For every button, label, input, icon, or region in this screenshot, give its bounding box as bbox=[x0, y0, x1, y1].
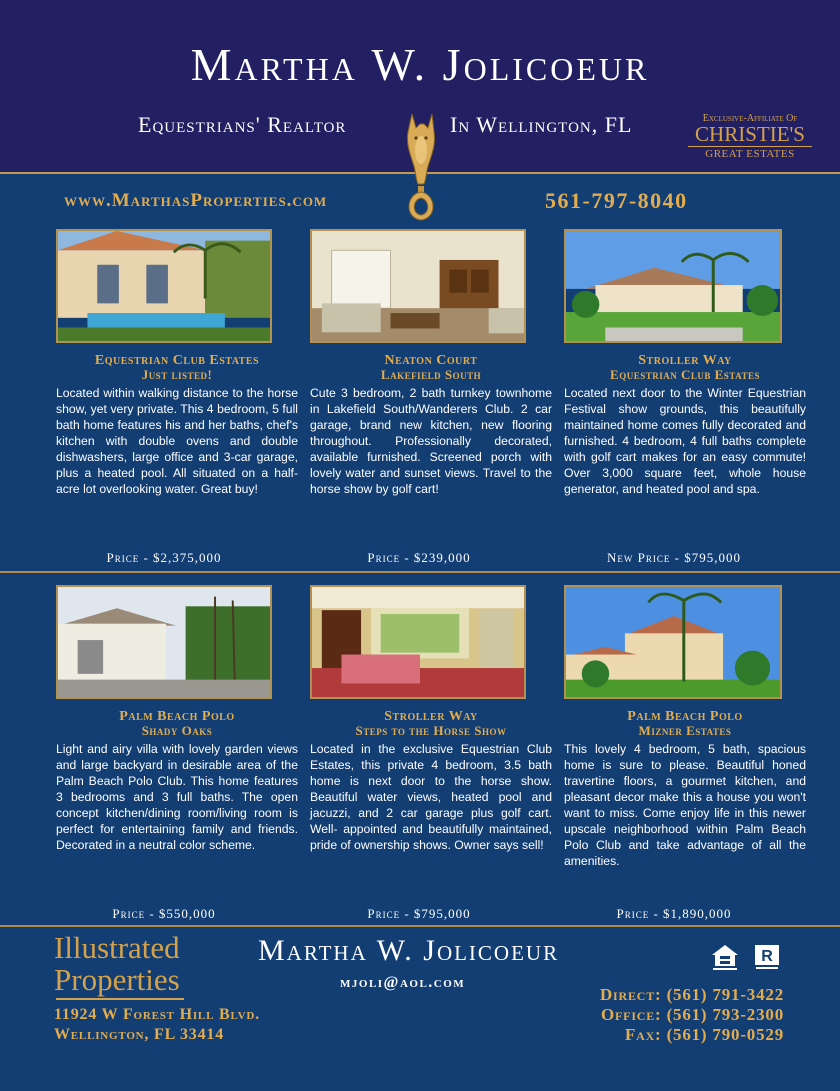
office-phone[interactable]: Office: (561) 793-2300 bbox=[601, 1005, 784, 1024]
row-divider bbox=[0, 571, 840, 573]
listing-title: Palm Beach Polo bbox=[119, 709, 235, 724]
listing-subtitle: Mizner Estates bbox=[638, 723, 732, 738]
listing-photo bbox=[564, 585, 782, 699]
illustrated-properties-logo bbox=[54, 932, 180, 996]
listing-description: Cute 3 bedroom, 2 bath turnkey townhome in Lakefield South/Wanderers Club. 2 car garage, brand new kitchen, new flooring throughout. Professionally decorated, available furnished. Screened porch with lovely water and sunset views. Travel to the horse show by golf cart! bbox=[310, 386, 552, 496]
listing-price: Price - $239,000 bbox=[367, 550, 471, 565]
affiliate-label: Exclusive-Affiliate Of bbox=[702, 113, 798, 124]
christies-wordmark: CHRISTIE'S bbox=[688, 124, 812, 147]
listing-title: Stroller Way bbox=[384, 709, 478, 724]
email-link[interactable]: mjoli@aol.com bbox=[340, 974, 466, 991]
tagline-right: In Wellington, FL bbox=[450, 112, 633, 137]
listing-photo bbox=[310, 585, 526, 699]
logo-underline bbox=[56, 998, 184, 1000]
listing-card bbox=[564, 229, 806, 513]
listing-price: Price - $550,000 bbox=[112, 906, 216, 921]
footer-divider bbox=[0, 925, 840, 927]
office-address-line-1: 11924 W Forest Hill Blvd. bbox=[54, 1006, 260, 1023]
listing-photo bbox=[56, 585, 272, 699]
horse-knocker-icon bbox=[398, 110, 444, 222]
listing-card bbox=[56, 585, 298, 869]
footer-agent-name: Martha W. Jolicoeur bbox=[258, 934, 560, 967]
listing-title: Equestrian Club Estates bbox=[94, 353, 260, 368]
listing-description: Light and airy villa with lovely garden views and large backyard in desirable area of the Palm Beach Polo Club. This home features 3 bedrooms and 3 full baths. The open concept kitchen/dining room/living room is perfect for entertaining family and friends. Decorated in a neutral color scheme. bbox=[56, 742, 298, 852]
realtor-icon bbox=[754, 944, 780, 972]
listing-subtitle: Lakefield South bbox=[380, 367, 482, 382]
listing-card bbox=[56, 229, 298, 513]
listing-description: This lovely 4 bedroom, 5 bath, spacious home is sure to please. Beautiful honed travertine floors, a gourmet kitchen, and pleasant decor make this a house you won't want to miss. Come enjoy life in this newer upscale neighborhood within Palm Beach Polo Club and take advantage of all the amenities. bbox=[564, 742, 806, 868]
listing-card bbox=[310, 585, 552, 869]
fax-number: Fax: (561) 790-0529 bbox=[624, 1025, 784, 1044]
listing-price: Price - $2,375,000 bbox=[106, 550, 222, 565]
listing-subtitle: Just listed! bbox=[141, 367, 213, 382]
listing-photo bbox=[56, 229, 272, 343]
listing-description: Located next door to the Winter Equestrian Festival show grounds, this beautifully maintained home comes fully decorated and furnished. 4 bedroom, 4 full baths complete with golf cart makes for an easy commute! Over 3,000 square feet, whole house generator, and heated pool and spa. bbox=[564, 386, 806, 496]
direct-phone[interactable]: Direct: (561) 791-3422 bbox=[599, 985, 784, 1004]
christies-affiliate-logo bbox=[688, 114, 812, 160]
agent-name-title: Martha W. Jolicoeur bbox=[190, 39, 650, 90]
svg-text:R: R bbox=[761, 948, 773, 965]
office-address-line-2: Wellington, FL 33414 bbox=[54, 1026, 224, 1043]
equal-housing-icon bbox=[711, 944, 739, 972]
great-estates-label: GREAT ESTATES bbox=[705, 148, 795, 160]
listing-photo bbox=[564, 229, 782, 343]
listing-description: Located in the exclusive Equestrian Club Estates, this private 4 bedroom, 3.5 bath home is next door to the horse show. Beautiful water views, heated pool and jacuzzi, and 2 car garage plus golf cart. Well- appointed and beautifully maintained, pride of ownership shows. Owner says sell! bbox=[310, 742, 552, 852]
listing-description: Located within walking distance to the horse show, yet very private. This 4 bedroom, 5 full bath home features his and her baths, chef's kitchen with double ovens and double dishwashers, large office and 3-car garage, plus a heated pool. All situated on a half-acre lot overlooking water. Great buy! bbox=[56, 386, 298, 496]
listing-subtitle: Shady Oaks bbox=[141, 723, 213, 738]
website-link[interactable]: www.MarthasProperties.com bbox=[64, 190, 328, 211]
listing-price: Price - $795,000 bbox=[367, 906, 471, 921]
listing-title: Stroller Way bbox=[638, 353, 732, 368]
listing-title: Palm Beach Polo bbox=[627, 709, 743, 724]
listing-card bbox=[310, 229, 552, 513]
listing-subtitle: Equestrian Club Estates bbox=[610, 367, 760, 382]
phone-number[interactable]: 561-797-8040 bbox=[545, 188, 688, 213]
tagline-left: Equestrians' Realtor bbox=[138, 112, 347, 137]
listing-card bbox=[564, 585, 806, 869]
listing-photo bbox=[310, 229, 526, 343]
listing-price: Price - $1,890,000 bbox=[616, 906, 732, 921]
listing-price: New Price - $795,000 bbox=[607, 550, 741, 565]
brand-line-1: Illustrated bbox=[54, 930, 180, 965]
listing-title: Neaton Court bbox=[384, 353, 478, 368]
brand-line-2: Properties bbox=[54, 962, 180, 997]
listing-subtitle: Steps to the Horse Show bbox=[355, 723, 507, 738]
